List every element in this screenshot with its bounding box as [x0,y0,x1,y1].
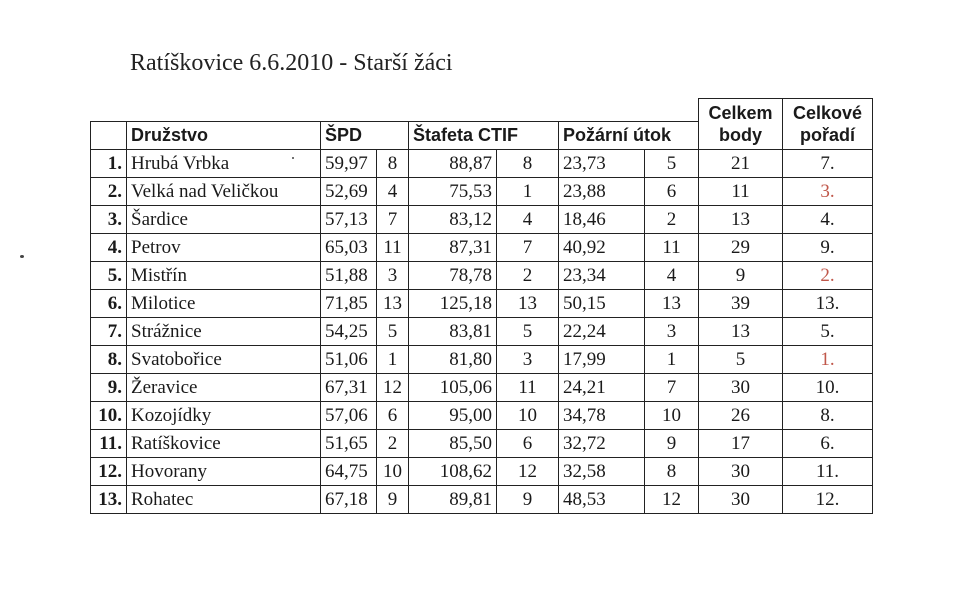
team-name: Hovorany [127,458,321,486]
spd-time: 57,13 [321,206,377,234]
stafeta-time: 95,00 [409,402,497,430]
table-row [91,346,873,374]
table-row [91,290,873,318]
row-number: 5. [91,262,127,290]
stafeta-time: 89,81 [409,486,497,514]
stafeta-points: 3 [497,346,559,374]
utok-time: 18,46 [559,206,645,234]
table-row [91,458,873,486]
stafeta-points: 8 [497,150,559,178]
overall-rank: 2. [783,262,873,290]
overall-rank: 7. [783,150,873,178]
utok-points: 5 [645,150,699,178]
team-name: Hrubá Vrbka [127,150,321,178]
header-poradi-line1: Celkové [792,103,863,123]
utok-time: 23,34 [559,262,645,290]
overall-rank: 11. [783,458,873,486]
total-points: 17 [699,430,783,458]
utok-time: 24,21 [559,374,645,402]
table-row [91,178,873,206]
stafeta-points: 5 [497,318,559,346]
header-celkem-body [699,99,783,150]
spd-points: 5 [377,318,409,346]
total-points: 11 [699,178,783,206]
overall-rank: 4. [783,206,873,234]
stafeta-points: 13 [497,290,559,318]
header-team: Družstvo [127,121,321,149]
utok-points: 7 [645,374,699,402]
row-number: 12. [91,458,127,486]
total-points: 5 [699,346,783,374]
utok-time: 22,24 [559,318,645,346]
team-name: Mistřín [127,262,321,290]
spd-time: 65,03 [321,234,377,262]
spd-points: 11 [377,234,409,262]
overall-rank: 10. [783,374,873,402]
overall-rank: 5. [783,318,873,346]
spd-time: 59,97 [321,150,377,178]
stafeta-time: 108,62 [409,458,497,486]
row-number: 9. [91,374,127,402]
team-name: Ratíškovice [127,430,321,458]
stafeta-time: 81,80 [409,346,497,374]
team-name: Velká nad Veličkou [127,178,321,206]
total-points: 29 [699,234,783,262]
header-celkem-line1: Celkem [708,103,773,123]
utok-points: 11 [645,234,699,262]
spd-points: 4 [377,178,409,206]
stafeta-points: 7 [497,234,559,262]
spd-time: 54,25 [321,318,377,346]
spd-time: 51,06 [321,346,377,374]
utok-points: 4 [645,262,699,290]
total-points: 30 [699,486,783,514]
spd-time: 71,85 [321,290,377,318]
utok-points: 6 [645,178,699,206]
overall-rank: 9. [783,234,873,262]
team-name: Kozojídky [127,402,321,430]
total-points: 30 [699,458,783,486]
table-row [91,486,873,514]
overall-rank: 6. [783,430,873,458]
stafeta-points: 2 [497,262,559,290]
team-name: Svatobořice [127,346,321,374]
utok-points: 1 [645,346,699,374]
team-name: Rohatec [127,486,321,514]
row-number: 4. [91,234,127,262]
spd-time: 67,31 [321,374,377,402]
spd-points: 3 [377,262,409,290]
table-row [91,234,873,262]
spd-time: 57,06 [321,402,377,430]
utok-time: 23,88 [559,178,645,206]
stafeta-time: 87,31 [409,234,497,262]
spd-time: 64,75 [321,458,377,486]
spd-points: 13 [377,290,409,318]
utok-points: 12 [645,486,699,514]
utok-points: 10 [645,402,699,430]
utok-time: 17,99 [559,346,645,374]
team-name: Petrov [127,234,321,262]
table-row [91,262,873,290]
total-points: 26 [699,402,783,430]
header-row-top [91,99,873,122]
utok-time: 32,72 [559,430,645,458]
stafeta-time: 83,81 [409,318,497,346]
stafeta-time: 83,12 [409,206,497,234]
row-number: 11. [91,430,127,458]
spd-points: 9 [377,486,409,514]
page-title: Ratíškovice 6.6.2010 - Starší žáci [130,50,453,76]
utok-points: 3 [645,318,699,346]
overall-rank: 3. [783,178,873,206]
header-utok: Požární útok [559,121,699,149]
utok-time: 40,92 [559,234,645,262]
row-number: 8. [91,346,127,374]
spd-time: 51,88 [321,262,377,290]
spd-points: 6 [377,402,409,430]
overall-rank: 1. [783,346,873,374]
overall-rank: 13. [783,290,873,318]
spd-time: 51,65 [321,430,377,458]
row-number: 7. [91,318,127,346]
overall-rank: 8. [783,402,873,430]
stafeta-points: 1 [497,178,559,206]
total-points: 39 [699,290,783,318]
table-row [91,374,873,402]
stafeta-points: 11 [497,374,559,402]
row-number: 3. [91,206,127,234]
utok-time: 23,73 [559,150,645,178]
utok-time: 32,58 [559,458,645,486]
utok-time: 50,15 [559,290,645,318]
header-spacer [91,99,699,122]
stafeta-time: 88,87 [409,150,497,178]
table-row [91,150,873,178]
stafeta-time: 78,78 [409,262,497,290]
header-poradi-line2: pořadí [799,125,855,145]
total-points: 21 [699,150,783,178]
scan-speck [20,255,24,258]
team-name: Šardice [127,206,321,234]
table-row [91,206,873,234]
spd-points: 1 [377,346,409,374]
row-number: 2. [91,178,127,206]
results-table [90,98,873,514]
table-row [91,430,873,458]
header-celkem-line2: body [719,125,762,145]
spd-points: 8 [377,150,409,178]
spd-time: 52,69 [321,178,377,206]
stafeta-time: 125,18 [409,290,497,318]
stafeta-time: 105,06 [409,374,497,402]
stafeta-points: 12 [497,458,559,486]
total-points: 30 [699,374,783,402]
overall-rank: 12. [783,486,873,514]
header-stafeta: Štafeta CTIF [409,121,559,149]
stafeta-points: 4 [497,206,559,234]
spd-time: 67,18 [321,486,377,514]
utok-points: 2 [645,206,699,234]
spd-points: 10 [377,458,409,486]
stafeta-time: 85,50 [409,430,497,458]
table-row [91,402,873,430]
row-number: 6. [91,290,127,318]
total-points: 9 [699,262,783,290]
spd-points: 12 [377,374,409,402]
utok-points: 13 [645,290,699,318]
team-name: Milotice [127,290,321,318]
header-celkove-poradi [783,99,873,150]
utok-time: 34,78 [559,402,645,430]
row-number: 10. [91,402,127,430]
spd-points: 2 [377,430,409,458]
header-number-cell [91,121,127,149]
stafeta-points: 9 [497,486,559,514]
team-name: Žeravice [127,374,321,402]
utok-points: 8 [645,458,699,486]
stafeta-time: 75,53 [409,178,497,206]
spd-points: 7 [377,206,409,234]
row-number: 1. [91,150,127,178]
row-number: 13. [91,486,127,514]
total-points: 13 [699,206,783,234]
utok-points: 9 [645,430,699,458]
total-points: 13 [699,318,783,346]
stafeta-points: 10 [497,402,559,430]
team-name: Strážnice [127,318,321,346]
table-row [91,318,873,346]
header-spd: ŠPD [321,121,409,149]
stafeta-points: 6 [497,430,559,458]
utok-time: 48,53 [559,486,645,514]
